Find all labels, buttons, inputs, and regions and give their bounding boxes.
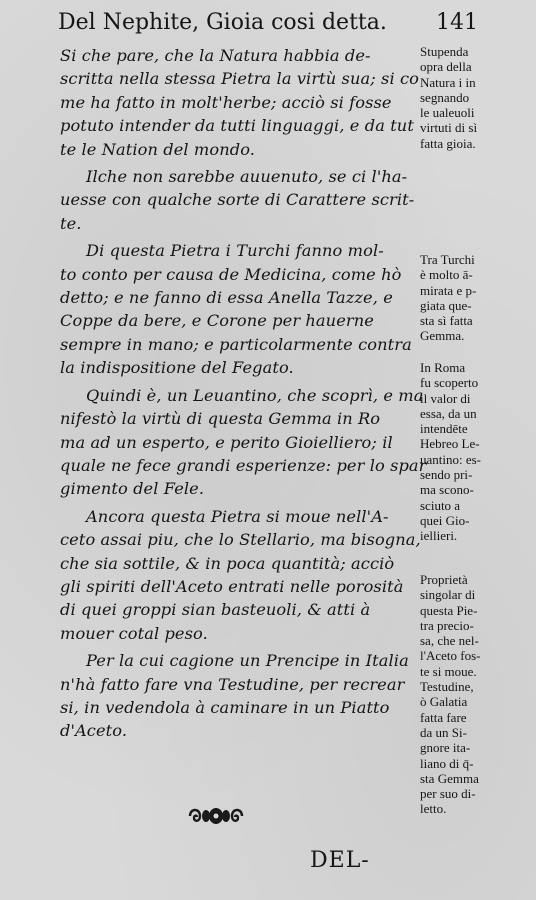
text-line: la indispositione del Fegato. [60, 358, 294, 378]
margin-line: virtuti di sì [420, 120, 478, 136]
catchword: DEL- [310, 848, 370, 873]
margin-line: Tra Turchi [420, 252, 475, 267]
margin-line: fatta gioia. [420, 135, 476, 151]
margin-line: Proprietà [420, 572, 468, 587]
margin-line: giata que- [420, 297, 472, 313]
margin-line: quei Gio- [420, 512, 470, 528]
margin-line: fu scoperto [420, 375, 479, 391]
text-line: me ha fatto in molt'herbe; acciò si fosse [60, 92, 392, 112]
text-line: che sia sottile, & in poca quantità; acciò [60, 553, 395, 573]
paragraph [60, 165, 415, 235]
margin-line: sta Gemma [420, 770, 479, 786]
margin-line: da un Si- [420, 724, 467, 740]
margin-line: Testudine, [420, 679, 474, 695]
text-line: Quindi è, un Leuantino, che scoprì, e ma [86, 385, 424, 405]
margin-line: essa, da un [420, 405, 477, 421]
margin-line: uantino: es- [420, 451, 482, 467]
margin-line: per suo di- [420, 786, 476, 802]
margin-line: opra della [420, 59, 472, 75]
paragraph [60, 649, 410, 743]
margin-line: te si moue. [420, 663, 477, 679]
text-line: di quei groppi sian basteuoli, & atti à [60, 600, 371, 620]
margin-note [420, 252, 534, 344]
margin-line: sa, che nel- [420, 633, 479, 649]
margin-line: gnore ita- [420, 740, 471, 756]
text-line: ma ad un esperto, e perito Gioielliero; il [60, 432, 393, 452]
text-line: sempre in mano; e particolarmente contra [60, 334, 412, 354]
margin-note [420, 360, 534, 544]
margin-line: è molto ā- [420, 267, 473, 283]
margin-line: questa Pie- [420, 602, 478, 618]
text-line: gli spiriti dell'Aceto entrati nelle porosità [60, 576, 404, 596]
margin-line: singolar di [420, 587, 476, 603]
text-line: gimento del Fele. [60, 479, 205, 499]
margin-line: le ualeuoli [420, 105, 475, 121]
margin-line: tra precio- [420, 617, 474, 633]
text-line: quale ne fece grandi esperienze: per lo spar [60, 455, 427, 475]
paragraph [60, 505, 421, 645]
margin-line: sta sì fatta [420, 313, 473, 329]
text-line: detto; e ne fanno di essa Anella Tazze, e [60, 288, 393, 308]
margin-line: sciuto a [420, 497, 461, 513]
paragraph [60, 239, 410, 379]
printers-ornament [186, 804, 246, 828]
margin-line: sendo pri- [420, 467, 473, 483]
text-line: mouer cotal peso. [60, 623, 208, 643]
paragraph [60, 44, 419, 161]
text-line: n'hà fatto fare vna Testudine, per recrear [60, 674, 405, 694]
text-line: te. [60, 213, 82, 233]
margin-line: il valor di [420, 390, 471, 406]
margin-line: In Roma [420, 360, 466, 375]
text-line: uesse con qualche sorte di Carattere scrit- [60, 190, 415, 210]
text-line: Ilche non sarebbe auuenuto, se ci l'ha- [86, 167, 408, 187]
text-line: te le Nation del mondo. [60, 139, 256, 159]
page-number: 141 [436, 10, 478, 35]
margin-line: iellieri. [420, 528, 458, 544]
margin-line: Natura i in [420, 74, 476, 90]
margin-line: Hebreo Le- [420, 436, 480, 452]
main-text-block [60, 44, 427, 743]
margin-line: ma scono- [420, 482, 474, 498]
margin-note [420, 44, 534, 151]
margin-line: liano di q̄- [420, 755, 474, 771]
margin-line: Stupenda [420, 44, 469, 59]
text-line: Si che pare, che la Natura habbia de- [60, 46, 371, 65]
margin-line: fatta fare [420, 709, 467, 725]
text-line: Per la cui cagione un Prencipe in Italia [86, 651, 409, 671]
running-head [58, 8, 478, 38]
text-line: Coppe da bere, e Corone per hauerne [60, 311, 374, 331]
margin-line: segnando [420, 89, 470, 105]
text-line: Di questa Pietra i Turchi fanno mol- [86, 241, 384, 261]
text-line: ceto assai piu, che lo Stellario, ma bisogna, [60, 530, 421, 550]
paragraph [60, 384, 427, 501]
text-line: to conto per causa de Medicina, come hò [60, 264, 402, 284]
text-line: d'Aceto. [60, 721, 128, 741]
margin-line: ò Galatia [420, 694, 468, 710]
text-line: si, in vedendola à caminare in un Piatto [60, 697, 390, 717]
running-title: Del Nephite, Gioia cosi detta. [58, 10, 387, 35]
margin-line: Gemma. [420, 328, 465, 344]
margin-line: l'Aceto fos- [420, 648, 481, 664]
text-line: Ancora questa Pietra si moue nell'A- [86, 506, 389, 526]
text-line: scritta nella stessa Pietra la virtù sua; si co [60, 69, 419, 89]
margin-line: letto. [420, 801, 447, 817]
margin-note [420, 572, 534, 817]
text-line: potuto intender da tutti linguaggi, e da tut [60, 116, 414, 136]
margin-line: intendēte [420, 421, 468, 437]
margin-line: mirata e p- [420, 282, 477, 298]
text-line: nifestò la virtù di questa Gemma in Ro [60, 409, 381, 429]
